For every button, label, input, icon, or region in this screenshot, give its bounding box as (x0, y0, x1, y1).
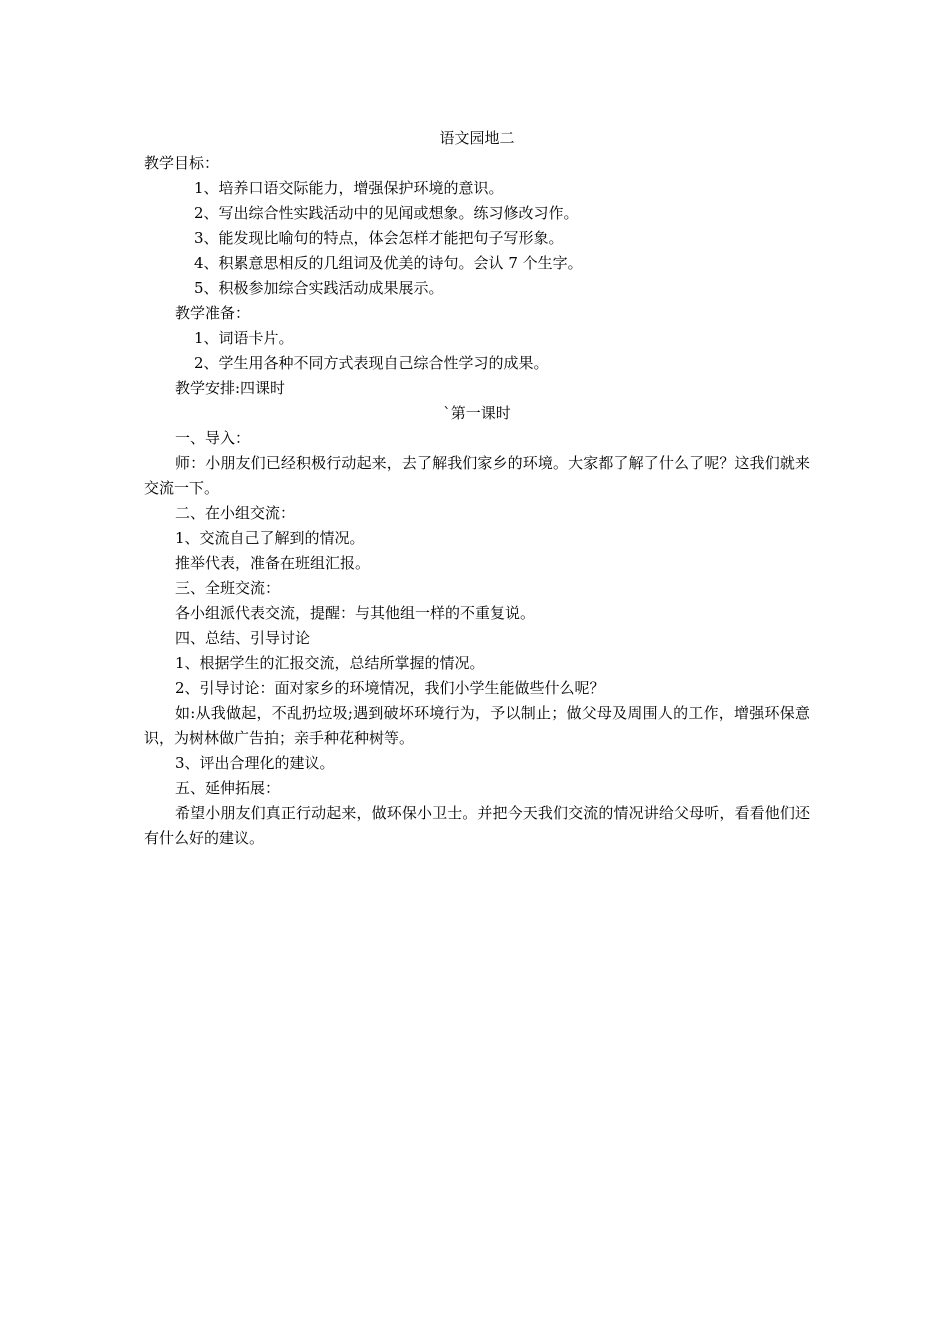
objective-item: 1、培养口语交际能力，增强保护环境的意识。 (194, 179, 504, 197)
paragraph: 2、引导讨论：面对家乡的环境情况，我们小学生能做些什么呢？ (175, 679, 605, 697)
prep-item: 1、词语卡片。 (194, 329, 294, 347)
objective-item: 2、写出综合性实践活动中的见闻或想象。练习修改习作。 (194, 204, 579, 222)
section-heading: 二、在小组交流： (175, 504, 296, 522)
paragraph: 如:从我做起，不乱扔垃圾;遇到破坏环境行为，予以制止；做父母及周围人的工作，增强环保意识，为树林做广告拍；亲手种花种树等。 (144, 704, 810, 747)
objective-item: 5、积极参加综合实践活动成果展示。 (194, 279, 444, 297)
objectives-heading: 教学目标： (144, 154, 220, 172)
paragraph: 1、根据学生的汇报交流，总结所掌握的情况。 (175, 654, 485, 672)
section-heading: 一、导入： (175, 429, 251, 447)
paragraph: 各小组派代表交流，提醒：与其他组一样的不重复说。 (175, 604, 536, 622)
section-heading: 五、延伸拓展： (175, 779, 281, 797)
paragraph: 推举代表，准备在班组汇报。 (175, 554, 371, 572)
paragraph: 希望小朋友们真正行动起来，做环保小卫士。并把今天我们交流的情况讲给父母听，看看他们还有什么好的建议。 (144, 804, 810, 847)
schedule-text: 教学安排:四课时 (175, 379, 286, 397)
paragraph: 师：小朋友们已经积极行动起来，去了解我们家乡的环境。大家都了解了什么了呢？这我们就来交流一下。 (144, 454, 810, 497)
document-title: 语文园地二 (439, 129, 515, 147)
objective-item: 4、积累意思相反的几组词及优美的诗句。会认 7 个生字。 (194, 254, 583, 272)
document-page (144, 126, 810, 851)
section-heading: 三、全班交流： (175, 579, 281, 597)
objective-item: 3、能发现比喻句的特点，体会怎样才能把句子写形象。 (194, 229, 564, 247)
section-heading: 四、总结、引导讨论 (175, 629, 311, 647)
lesson-title: `第一课时 (443, 404, 511, 422)
paragraph: 3、评出合理化的建议。 (175, 754, 335, 772)
paragraph: 1、交流自己了解到的情况。 (175, 529, 365, 547)
prep-heading: 教学准备： (175, 304, 251, 322)
prep-item: 2、学生用各种不同方式表现自己综合性学习的成果。 (194, 354, 549, 372)
